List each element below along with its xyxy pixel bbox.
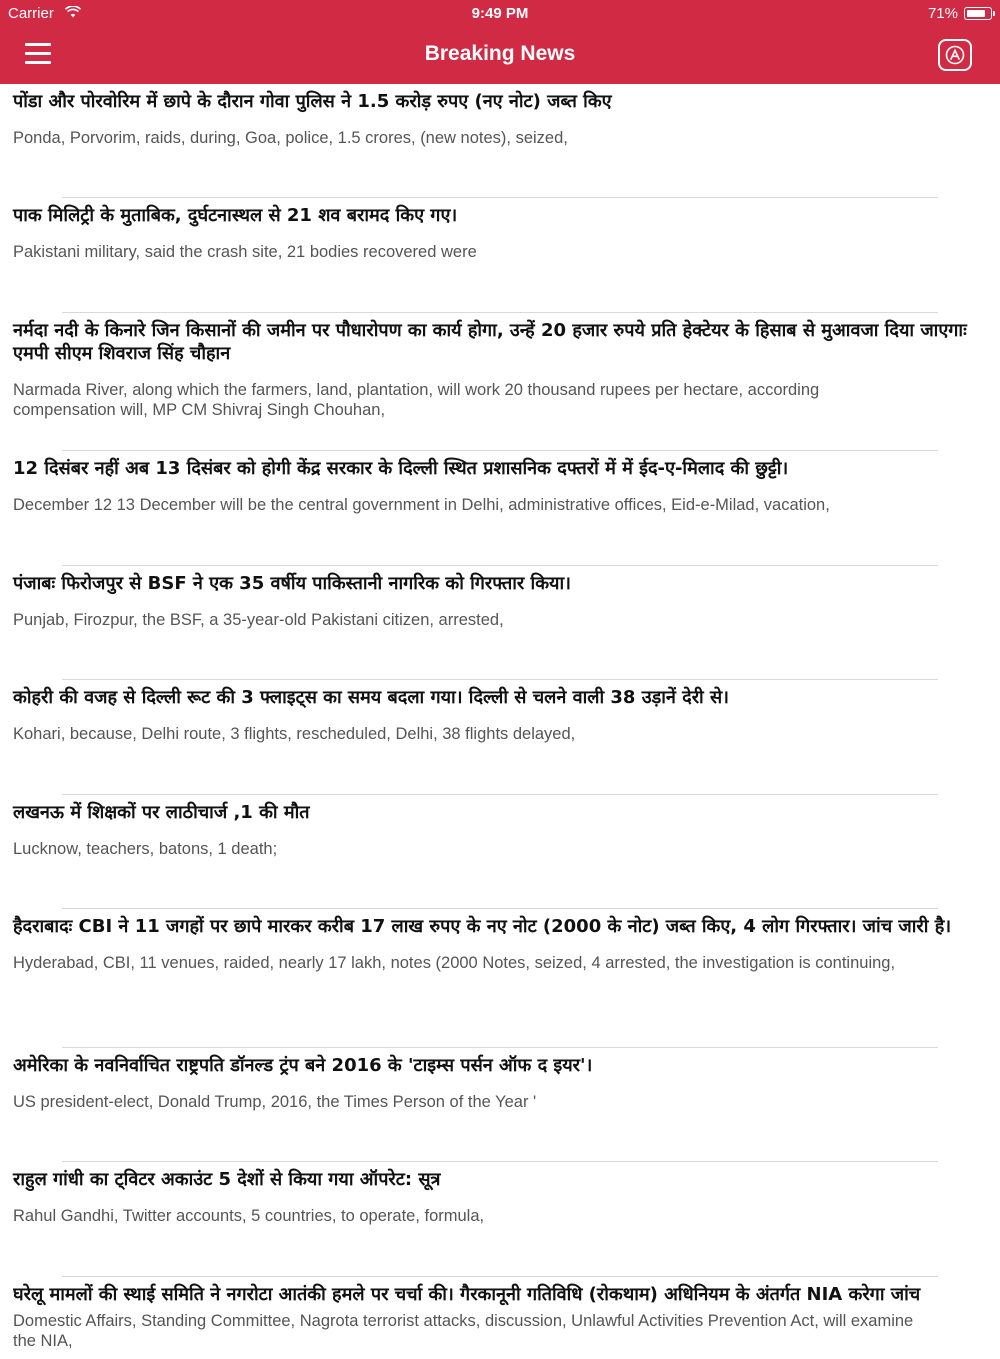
news-headline: पोंडा और पोरवोरिम में छापे के दौरान गोवा पुलिस ने 1.5 करोड़ रुपए (नए नोट) जब्त किए [13,91,612,112]
news-summary: US president-elect, Donald Trump, 2016, the Times Person of the Year ' [13,1093,537,1111]
navigation-bar [0,0,1000,84]
app-store-icon[interactable] [938,39,972,71]
news-summary: Domestic Affairs, Standing Committee, Nagrota terrorist attacks, discussion, Unlawful Activities Prevention Act, will examine the NIA, [13,1312,914,1350]
news-summary: Pakistani military, said the crash site, 21 bodies recovered were [13,243,477,261]
news-headline: हैदराबादः CBI ने 11 जगहों पर छापे मारकर करीब 17 लाख रुपए के नए नोट (2000 के नोट) जब्त किए, 4 लोग गिरफ्तार। जांच जारी है। [13,916,952,937]
news-item[interactable] [0,680,1000,795]
news-headline: पाक मिलिट्री के मुताबिक, दुर्घटनास्थल से 21 शव बरामद किए गए। [13,205,458,226]
news-item[interactable] [0,451,1000,566]
news-summary: Kohari, because, Delhi route, 3 flights, rescheduled, Delhi, 38 flights delayed, [13,725,576,743]
news-headline: कोहरी की वजह से दिल्ली रूट की 3 फ्लाइट्स का समय बदला गया। दिल्ली से चलने वाली 38 उड़ानें देरी से। [13,687,729,708]
news-item[interactable] [0,1162,1000,1277]
battery-icon [964,7,992,20]
news-item[interactable] [0,566,1000,680]
status-bar [0,0,1000,28]
news-summary: Punjab, Firozpur, the BSF, a 35-year-old Pakistani citizen, arrested, [13,611,504,629]
news-headline: अमेरिका के नवनिर्वाचित राष्ट्रपति डॉनल्ड ट्रंप बने 2016 के 'टाइम्स पर्सन ऑफ द इयर'। [13,1055,593,1076]
news-item[interactable] [0,1048,1000,1162]
news-summary: Hyderabad, CBI, 11 venues, raided, nearly 17 lakh, notes (2000 Notes, seized, 4 arrested, the investigation is continuing, [13,954,896,972]
carrier-label: Carrier [8,5,54,22]
news-item[interactable] [0,84,1000,198]
news-summary: Narmada River, along which the farmers, land, plantation, will work 20 thousand rupees per hectare, according compensation will, MP CM Shivraj Singh Chouhan, [13,381,820,419]
news-headline: राहुल गांधी का ट्विटर अकाउंट 5 देशों से किया गया ऑपरेट: सूत्र [13,1169,441,1190]
news-summary: Rahul Gandhi, Twitter accounts, 5 countries, to operate, formula, [13,1207,485,1225]
news-item[interactable] [0,198,1000,313]
status-time: 9:49 PM [471,5,529,22]
news-item[interactable] [0,1277,1000,1359]
news-headline: नर्मदा नदी के किनारे जिन किसानों की जमीन पर पौधारोपण का कार्य होगा, उन्हें 20 हजार रुपये प्रति हेक्टेयर के हिसाब से मुआवजा दिया जाएगाः एमपी सीएम शिवराज सिंह चौहान [13,320,967,364]
news-item[interactable] [0,795,1000,909]
battery-percentage: 71% [927,5,958,22]
news-item[interactable] [0,909,1000,1048]
news-list [0,84,1000,1359]
news-item[interactable] [0,313,1000,451]
page-title: Breaking News [424,42,576,65]
news-summary: Lucknow, teachers, batons, 1 death; [13,840,278,858]
news-summary: December 12 13 December will be the central government in Delhi, administrative offices, Eid-e-Milad, vacation, [13,496,830,514]
news-headline: घरेलू मामलों की स्थाई समिति ने नगरोटा आतंकी हमले पर चर्चा की। गैरकानूनी गतिविधि (रोकथाम) अधिनियम के अंतर्गत NIA करेगा जांच [13,1284,921,1305]
news-headline: 12 दिसंबर नहीं अब 13 दिसंबर को होगी केंद्र सरकार के दिल्ली स्थित प्रशासनिक दफ्तरों में में ईद-ए-मिलाद की छुट्टी। [13,458,789,479]
news-headline: लखनऊ में शिक्षकों पर लाठीचार्ज ,1 की मौत [13,802,310,823]
news-summary: Ponda, Porvorim, raids, during, Goa, police, 1.5 crores, (new notes), seized, [13,129,568,147]
news-headline: पंजाबः फिरोजपुर से BSF ने एक 35 वर्षीय पाकिस्तानी नागरिक को गिरफ्तार किया। [13,573,571,594]
